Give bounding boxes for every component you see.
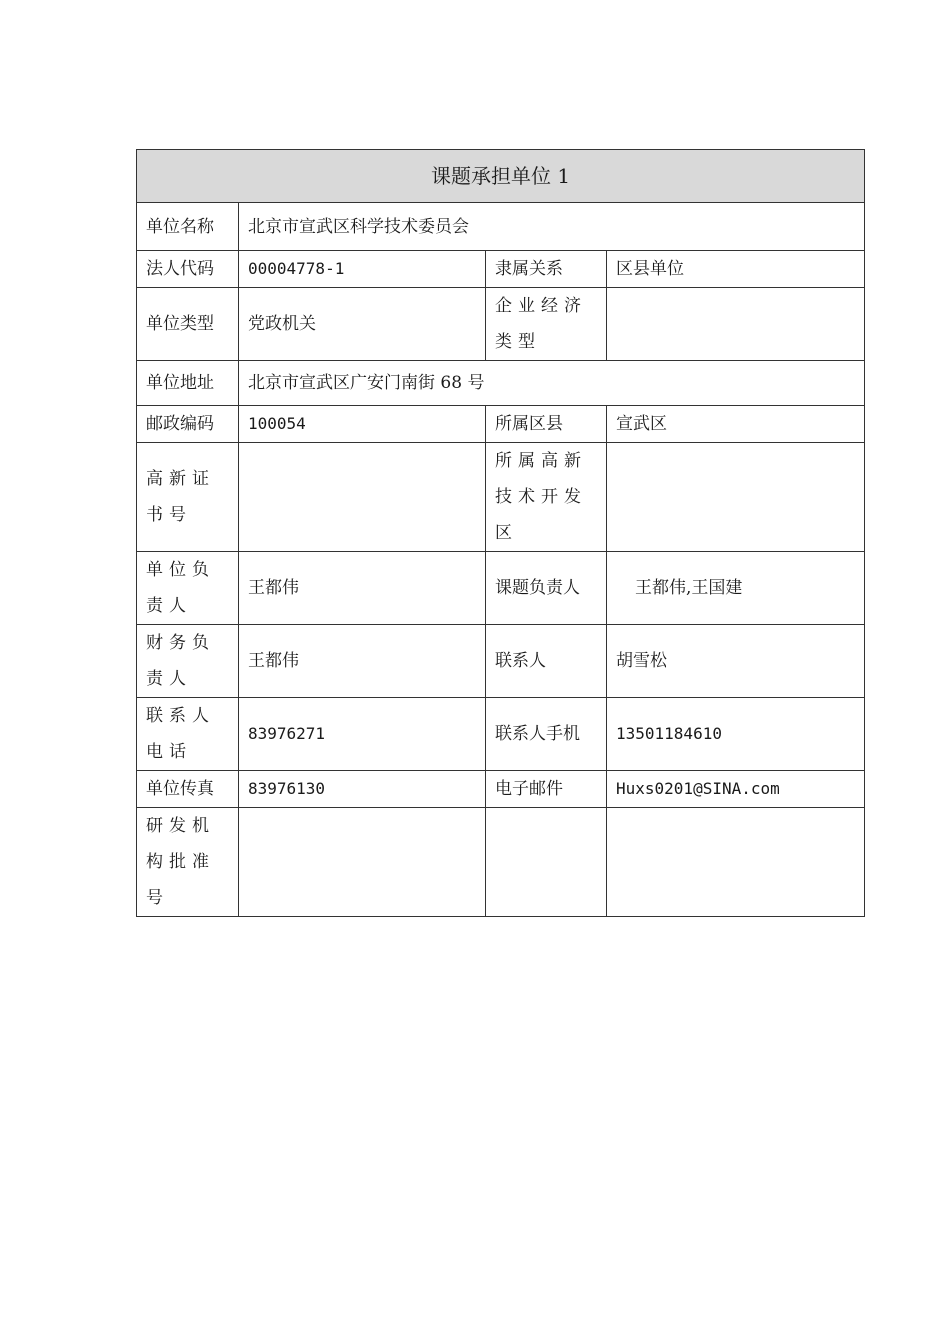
hitech-zone-label: 所属高新技术开发区 [486,443,607,552]
email-label: 电子邮件 [486,771,607,808]
hitech-cert-label: 高新证书号 [137,443,239,552]
project-head-label: 课题负责人 [486,552,607,625]
table-row [137,771,865,808]
hitech-cert-value [239,443,486,552]
title-row [137,150,865,203]
contact-mobile-label: 联系人手机 [486,698,607,771]
name-label: 单位名称 [137,203,239,251]
email-value: Huxs0201@SINA.com [607,771,865,808]
rd-approval-value [239,808,486,917]
name-value: 北京市宣武区科学技术委员会 [239,203,865,251]
fax-value: 83976130 [239,771,486,808]
table-row [137,361,865,406]
rd-approval-label: 研发机构批准号 [137,808,239,917]
table-row [137,625,865,698]
postcode-label: 邮政编码 [137,406,239,443]
contact-phone-label: 联系人电话 [137,698,239,771]
empty-cell [486,808,607,917]
fax-label: 单位传真 [137,771,239,808]
unit-info-table [136,149,865,917]
legal-code-value: 00004778-1 [239,251,486,288]
contact-label: 联系人 [486,625,607,698]
project-head-value: 王都伟,王国建 [607,552,865,625]
empty-cell [607,808,865,917]
unit-head-value: 王都伟 [239,552,486,625]
table-row [137,288,865,361]
table-row [137,203,865,251]
enterprise-type-value [607,288,865,361]
finance-head-value: 王都伟 [239,625,486,698]
enterprise-type-label: 企业经济类型 [486,288,607,361]
affiliation-label: 隶属关系 [486,251,607,288]
unit-head-label: 单位负责人 [137,552,239,625]
postcode-value: 100054 [239,406,486,443]
hitech-zone-value [607,443,865,552]
table-row [137,251,865,288]
address-value: 北京市宣武区广安门南街 68 号 [239,361,865,406]
table-row [137,698,865,771]
table-title: 课题承担单位 1 [137,150,865,203]
table-row [137,406,865,443]
table-row [137,552,865,625]
contact-phone-value: 83976271 [239,698,486,771]
district-value: 宣武区 [607,406,865,443]
affiliation-value: 区县单位 [607,251,865,288]
table-row [137,443,865,552]
district-label: 所属区县 [486,406,607,443]
finance-head-label: 财务负责人 [137,625,239,698]
unit-type-value: 党政机关 [239,288,486,361]
table-row [137,808,865,917]
unit-type-label: 单位类型 [137,288,239,361]
legal-code-label: 法人代码 [137,251,239,288]
contact-value: 胡雪松 [607,625,865,698]
address-label: 单位地址 [137,361,239,406]
contact-mobile-value: 13501184610 [607,698,865,771]
